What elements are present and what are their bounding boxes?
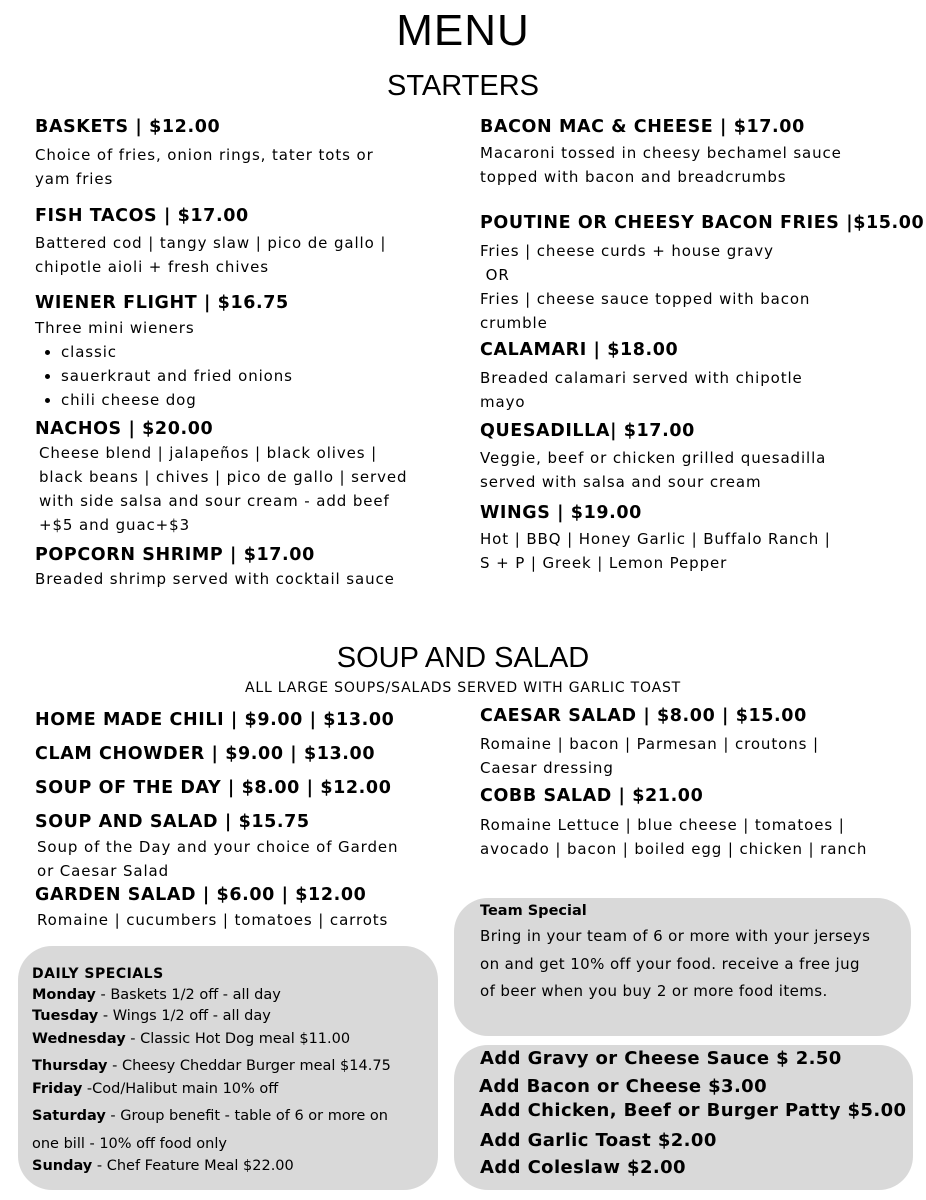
item-desc-wiener-flight: Three mini wieners • classic • sauerkraut and fried onions • chili cheese dog — [35, 316, 293, 412]
addon-garlic-toast: Add Garlic Toast $2.00 — [480, 1130, 717, 1151]
item-desc-poutine: Fries | cheese curds + house gravy OR Fries | cheese sauce topped with bacon crumble — [480, 242, 811, 332]
list-item: • chili cheese dog — [61, 388, 293, 412]
special-line-monday: Monday - Baskets 1/2 off - all day — [32, 987, 281, 1003]
item-title-popcorn-shrimp: POPCORN SHRIMP | $17.00 — [35, 545, 315, 565]
item-desc-garden-salad: Romaine | cucumbers | tomatoes | carrots — [37, 911, 389, 929]
daily-specials-heading: DAILY SPECIALS — [32, 966, 164, 982]
starters-heading: STARTERS — [386, 70, 539, 102]
item-title-cobb-salad: COBB SALAD | $21.00 — [480, 786, 704, 806]
special-line-saturday: Saturday - Group benefit - table of 6 or more on — [32, 1108, 388, 1124]
item-desc-baskets: Choice of fries, onion rings, tater tots or yam fries — [35, 146, 374, 188]
list-item: • sauerkraut and fried onions — [61, 364, 293, 388]
item-title-bacon-mac: BACON MAC & CHEESE | $17.00 — [480, 117, 805, 137]
special-line-wednesday: Wednesday - Classic Hot Dog meal $11.00 — [32, 1031, 351, 1047]
addon-chicken-beef-patty: Add Chicken, Beef or Burger Patty $5.00 — [480, 1100, 907, 1121]
item-title-soup-of-day: SOUP OF THE DAY | $8.00 | $12.00 — [35, 778, 392, 798]
item-title-nachos: NACHOS | $20.00 — [35, 419, 214, 439]
item-desc-cobb-salad: Romaine Lettuce | blue cheese | tomatoes | avocado | bacon | boiled egg | chicken | ranch — [480, 816, 868, 858]
team-special-heading: Team Special — [480, 903, 587, 919]
item-title-garden-salad: GARDEN SALAD | $6.00 | $12.00 — [35, 885, 367, 905]
special-line-thursday: Thursday - Cheesy Cheddar Burger meal $14.75 — [32, 1058, 391, 1074]
item-title-poutine: POUTINE OR CHEESY BACON FRIES |$15.00 — [480, 213, 925, 233]
item-title-wiener-flight: WIENER FLIGHT | $16.75 — [35, 293, 289, 313]
item-desc-fish-tacos: Battered cod | tangy slaw | pico de gallo | chipotle aioli + fresh chives — [35, 234, 387, 276]
item-title-wings: WINGS | $19.00 — [480, 503, 642, 523]
menu-title: MENU — [396, 6, 530, 55]
item-title-soup-and-salad: SOUP AND SALAD | $15.75 — [35, 812, 310, 832]
addons-panel — [454, 1045, 913, 1190]
item-desc-bacon-mac: Macaroni tossed in cheesy bechamel sauce topped with bacon and breadcrumbs — [480, 144, 842, 186]
item-desc-soup-and-salad: Soup of the Day and your choice of Garden or Caesar Salad — [37, 838, 399, 880]
soup-salad-heading: SOUP AND SALAD — [336, 642, 590, 674]
list-item: • classic — [61, 340, 293, 364]
daily-specials-panel — [18, 946, 438, 1190]
special-line-tuesday: Tuesday - Wings 1/2 off - all day — [32, 1008, 271, 1024]
item-title-quesadilla: QUESADILLA| $17.00 — [480, 421, 695, 441]
item-desc-nachos: Cheese blend | jalapeños | black olives | black beans | chives | pico de gallo | served with side salsa and sour cream - add beef +$5 and guac+$3 — [39, 444, 408, 534]
item-desc-wings: Hot | BBQ | Honey Garlic | Buffalo Ranch | S + P | Greek | Lemon Pepper — [480, 530, 831, 572]
soup-salad-note: ALL LARGE SOUPS/SALADS SERVED WITH GARLIC TOAST — [244, 680, 682, 696]
addon-gravy-cheese-sauce: Add Gravy or Cheese Sauce $ 2.50 — [480, 1048, 842, 1069]
item-desc-caesar-salad: Romaine | bacon | Parmesan | croutons | Caesar dressing — [480, 735, 819, 777]
special-line-friday: Friday -Cod/Halibut main 10% off — [32, 1081, 279, 1097]
team-special-text: Bring in your team of 6 or more with your jerseys on and get 10% off your food. receive a free jug of beer when you buy 2 or more food items. — [480, 927, 871, 1000]
item-desc-quesadilla: Veggie, beef or chicken grilled quesadilla served with salsa and sour cream — [480, 449, 827, 491]
item-title-chili: HOME MADE CHILI | $9.00 | $13.00 — [35, 710, 395, 730]
item-title-caesar-salad: CAESAR SALAD | $8.00 | $15.00 — [480, 706, 807, 726]
item-title-clam-chowder: CLAM CHOWDER | $9.00 | $13.00 — [35, 744, 376, 764]
special-line-sunday: Sunday - Chef Feature Meal $22.00 — [32, 1158, 294, 1174]
item-title-calamari: CALAMARI | $18.00 — [480, 340, 679, 360]
addon-coleslaw: Add Coleslaw $2.00 — [480, 1157, 686, 1178]
special-line-saturday-cont: one bill - 10% off food only — [32, 1136, 227, 1152]
item-desc-popcorn-shrimp: Breaded shrimp served with cocktail sauce — [35, 570, 395, 588]
item-title-baskets: BASKETS | $12.00 — [35, 117, 221, 137]
wiener-bullet-list — [35, 340, 293, 412]
item-desc-calamari: Breaded calamari served with chipotle mayo — [480, 369, 803, 411]
item-title-fish-tacos: FISH TACOS | $17.00 — [35, 206, 249, 226]
team-special-panel — [454, 898, 911, 1036]
addon-bacon-cheese: Add Bacon or Cheese $3.00 — [479, 1076, 768, 1097]
